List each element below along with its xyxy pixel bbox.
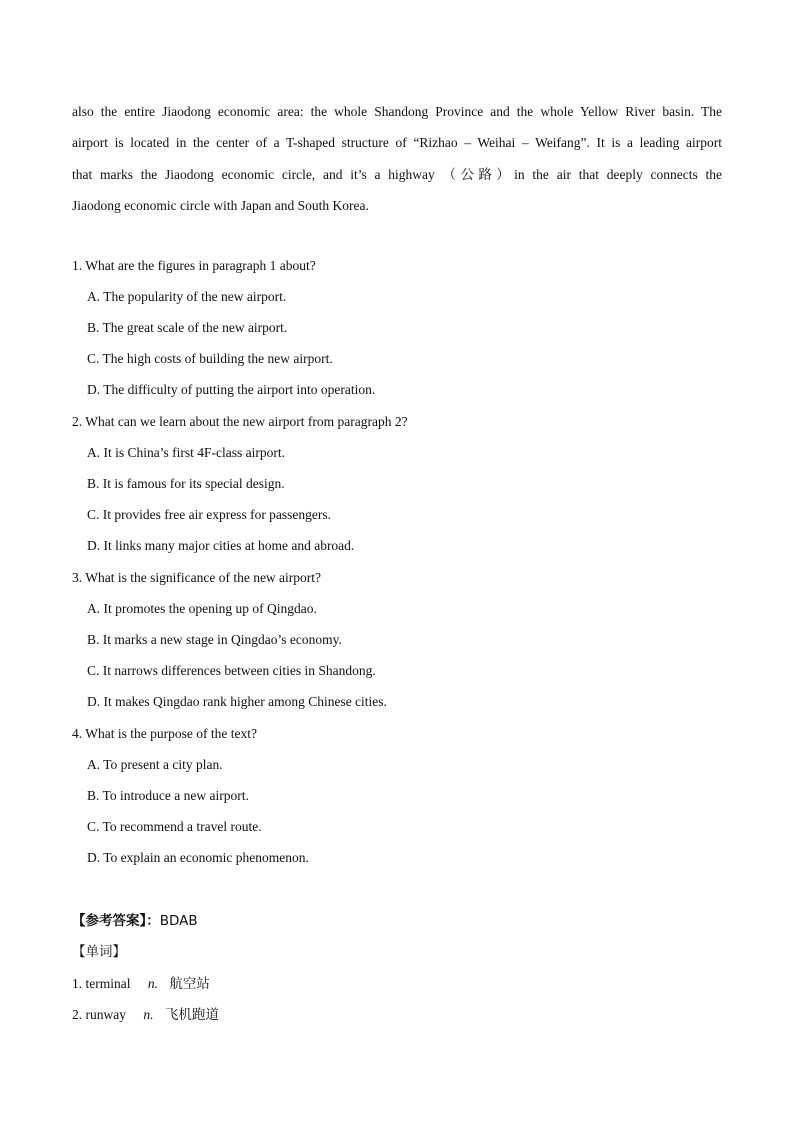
question-option: A. To present a city plan. — [87, 757, 223, 772]
question-option: A. It promotes the opening up of Qingdao. — [87, 601, 317, 616]
question-option: B. To introduce a new airport. — [87, 788, 249, 803]
answer-value: BDAB — [159, 913, 198, 929]
vocab-number: 2. — [72, 1007, 83, 1022]
question-option: D. It links many major cities at home and abroad. — [87, 538, 355, 553]
question-stem: 2. What can we learn about the new airport from paragraph 2? — [72, 414, 408, 429]
question-option: A. The popularity of the new airport. — [87, 289, 287, 304]
vocabulary-item — [72, 1005, 219, 1025]
vocabulary-item — [72, 974, 210, 994]
vocab-meaning: 航空站 — [169, 976, 210, 992]
answer-label: 【参考答案】： — [72, 913, 160, 929]
passage-line: airport is located in the center of a T-shaped structure of “Rizhao – Weihai – Weifang”. It is a leading airport — [72, 135, 722, 151]
question-option: B. The great scale of the new airport. — [87, 320, 288, 335]
vocab-number: 1. — [72, 976, 83, 991]
question-option: C. To recommend a travel route. — [87, 819, 262, 834]
passage-paragraph — [72, 96, 722, 221]
vocab-word: terminal — [85, 976, 131, 991]
passage-line: also the entire Jiaodong economic area: the whole Shandong Province and the whole Yellow River basin. The — [72, 104, 722, 119]
vocab-word: runway — [85, 1007, 126, 1022]
passage-line: Jiaodong economic circle with Japan and South Korea. — [72, 197, 369, 213]
question-option: B. It is famous for its special design. — [87, 476, 285, 491]
question-option: A. It is China’s first 4F-class airport. — [87, 445, 285, 460]
question-option: D. To explain an economic phenomenon. — [87, 850, 309, 865]
vocab-pos: n. — [143, 1007, 154, 1022]
vocab-pos: n. — [147, 976, 158, 991]
question-option: B. It marks a new stage in Qingdao’s economy. — [87, 632, 342, 647]
answer-key — [72, 911, 198, 931]
question-option: C. It provides free air express for passengers. — [87, 507, 332, 522]
question-stem: 1. What are the figures in paragraph 1 about? — [72, 258, 316, 273]
question-option: C. It narrows differences between cities in Shandong. — [87, 663, 376, 678]
question-option: D. The difficulty of putting the airport into operation. — [87, 382, 376, 397]
question-option: C. The high costs of building the new airport. — [87, 351, 333, 366]
passage-line: that marks the Jiaodong economic circle, and it’s a highway （公路）in the air that deeply connects the — [72, 166, 722, 182]
question-stem: 3. What is the significance of the new airport? — [72, 570, 322, 585]
question-stem: 4. What is the purpose of the text? — [72, 726, 257, 741]
vocabulary-heading: 【单词】 — [72, 944, 126, 960]
question-option: D. It makes Qingdao rank higher among Chinese cities. — [87, 694, 387, 709]
vocab-meaning: 飞机跑道 — [164, 1007, 219, 1023]
